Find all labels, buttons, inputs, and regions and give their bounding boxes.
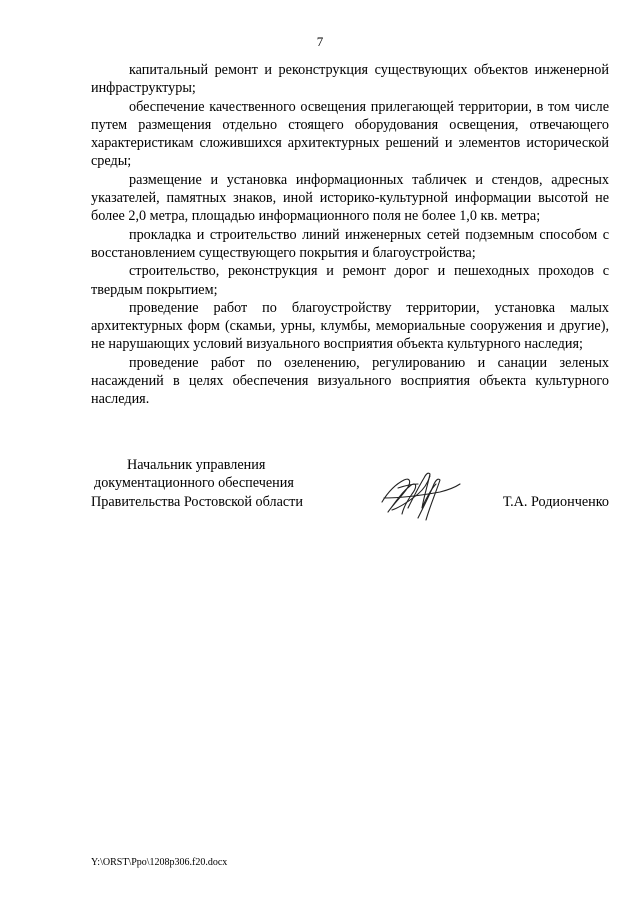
document-body <box>91 61 609 409</box>
handwritten-signature <box>378 462 464 526</box>
signatory-position-line-1: Начальник управления <box>127 457 266 473</box>
paragraph-info-signs: размещение и установка информационных табличек и стендов, адресных указателей, памятных знаков, иной историко-культурной информации высотой не более 2,0 метра, площадью информационного поля не более 1,0 кв. метра; <box>91 171 609 225</box>
file-path-footer: Y:\ORST\Ppo\1208p306.f20.docx <box>91 857 228 868</box>
page-number: 7 <box>316 34 324 49</box>
paragraph-capital-repair: капитальный ремонт и реконструкция существующих объектов инженерной инфраструктуры; <box>91 62 609 97</box>
paragraph-lighting: обеспечение качественного освещения прилегающей территории, в том числе путем размещения отдельно стоящего оборудования освещения, отвечающего характеристикам сложившихся архитектурных решений и элементов исторической среды; <box>91 98 609 170</box>
signatory-position-line-2: документационного обеспечения <box>94 475 294 492</box>
paragraph-greenery: проведение работ по озеленению, регулированию и санации зеленых насаждений в целях обеспечения визуального восприятия объекта культурного наследия. <box>91 354 609 408</box>
signatory-position <box>91 456 331 511</box>
paragraph-landscaping: проведение работ по благоустройству территории, установка малых архитектурных форм (скамьи, урны, клумбы, мемориальные сооружения и другие), не нарушающих условий визуального восприятия объекта культурного наследия; <box>91 299 609 353</box>
signatory-name: Т.А. Родионченко <box>502 494 609 510</box>
signatory-position-line-3: Правительства Ростовской области <box>91 493 303 510</box>
paragraph-engineering-networks: прокладка и строительство линий инженерных сетей подземным способом с восстановлением существующего покрытия и благоустройства; <box>91 226 609 261</box>
paragraph-roads: строительство, реконструкция и ремонт дорог и пешеходных проходов с твердым покрытием; <box>91 263 609 298</box>
